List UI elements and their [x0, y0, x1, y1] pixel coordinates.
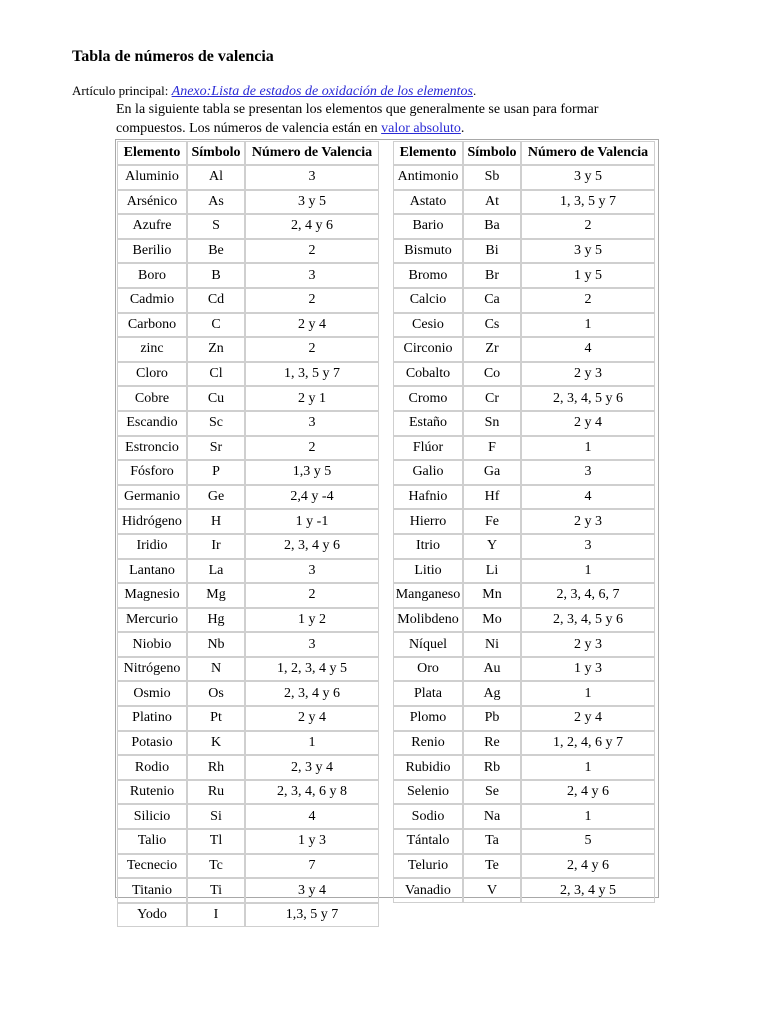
cell-simbolo: Ge [187, 485, 245, 510]
table-row [117, 903, 379, 928]
cell-simbolo: Be [187, 239, 245, 264]
table-row [117, 534, 379, 559]
cell-simbolo: Cs [463, 313, 521, 338]
table-row [117, 362, 379, 387]
cell-simbolo: Cr [463, 386, 521, 411]
cell-elemento: Mercurio [117, 608, 187, 633]
cell-valencia: 1 y 3 [245, 829, 379, 854]
cell-elemento: Telurio [393, 854, 463, 879]
cell-valencia: 2, 3, 4, 6, 7 [521, 583, 655, 608]
cell-elemento: Nitrógeno [117, 657, 187, 682]
table-row [117, 509, 379, 534]
cell-simbolo: Ta [463, 829, 521, 854]
header-valencia: Número de Valencia [245, 141, 379, 165]
table-row [393, 829, 655, 854]
cell-simbolo: Ir [187, 534, 245, 559]
cell-simbolo: Na [463, 804, 521, 829]
cell-valencia: 7 [245, 854, 379, 879]
cell-valencia: 2 y 3 [521, 362, 655, 387]
table-row [393, 854, 655, 879]
cell-valencia: 1 [521, 681, 655, 706]
table-row [393, 657, 655, 682]
table-row [117, 165, 379, 190]
intro-paragraph [116, 100, 656, 138]
cell-simbolo: S [187, 214, 245, 239]
table-row [117, 878, 379, 903]
cell-elemento: Estaño [393, 411, 463, 436]
cell-simbolo: At [463, 190, 521, 215]
cell-elemento: Potasio [117, 731, 187, 756]
cell-simbolo: Mo [463, 608, 521, 633]
cell-elemento: Manganeso [393, 583, 463, 608]
cell-valencia: 3 [245, 632, 379, 657]
cell-simbolo: Re [463, 731, 521, 756]
cell-simbolo: Sc [187, 411, 245, 436]
cell-simbolo: Mg [187, 583, 245, 608]
cell-elemento: Escandio [117, 411, 187, 436]
table-row [117, 386, 379, 411]
cell-valencia: 2 y 4 [521, 706, 655, 731]
cell-valencia: 2, 3, 4, 5 y 6 [521, 386, 655, 411]
cell-simbolo: Zr [463, 337, 521, 362]
cell-valencia: 1 [521, 436, 655, 461]
cell-simbolo: Hf [463, 485, 521, 510]
cell-valencia: 3 [245, 411, 379, 436]
cell-simbolo: Tc [187, 854, 245, 879]
cell-simbolo: Bi [463, 239, 521, 264]
cell-simbolo: C [187, 313, 245, 338]
cell-simbolo: Nb [187, 632, 245, 657]
cell-simbolo: Au [463, 657, 521, 682]
cell-valencia: 2, 3, 4, 5 y 6 [521, 608, 655, 633]
cell-valencia: 2 y 4 [245, 313, 379, 338]
cell-valencia: 2, 3, 4 y 5 [521, 878, 655, 903]
table-row [393, 288, 655, 313]
cell-simbolo: B [187, 263, 245, 288]
table-row [117, 559, 379, 584]
cell-valencia: 1 [245, 731, 379, 756]
cell-elemento: Iridio [117, 534, 187, 559]
cell-elemento: Renio [393, 731, 463, 756]
main-article-suffix: . [472, 83, 477, 98]
cell-elemento: Bismuto [393, 239, 463, 264]
cell-elemento: Lantano [117, 559, 187, 584]
cell-simbolo: Sb [463, 165, 521, 190]
cell-simbolo: Te [463, 854, 521, 879]
cell-valencia: 3 y 5 [245, 190, 379, 215]
cell-elemento: Carbono [117, 313, 187, 338]
cell-elemento: Níquel [393, 632, 463, 657]
cell-valencia: 4 [521, 337, 655, 362]
main-article-prefix: Artículo principal: [72, 83, 169, 98]
table-row [393, 165, 655, 190]
header-simbolo: Símbolo [187, 141, 245, 165]
cell-elemento: Yodo [117, 903, 187, 928]
table-row [393, 755, 655, 780]
cell-elemento: zinc [117, 337, 187, 362]
cell-simbolo: Tl [187, 829, 245, 854]
cell-valencia: 1,3 y 5 [245, 460, 379, 485]
table-row [117, 706, 379, 731]
cell-simbolo: La [187, 559, 245, 584]
cell-valencia: 2 [245, 583, 379, 608]
cell-simbolo: Al [187, 165, 245, 190]
cell-simbolo: Ti [187, 878, 245, 903]
cell-elemento: Cromo [393, 386, 463, 411]
main-article-note [72, 82, 476, 101]
cell-elemento: Tecnecio [117, 854, 187, 879]
table-row [117, 313, 379, 338]
cell-valencia: 2 y 3 [521, 509, 655, 534]
table-row [117, 755, 379, 780]
cell-elemento: Vanadio [393, 878, 463, 903]
cell-simbolo: F [463, 436, 521, 461]
table-row [393, 460, 655, 485]
cell-elemento: Flúor [393, 436, 463, 461]
cell-elemento: Cloro [117, 362, 187, 387]
cell-simbolo: H [187, 509, 245, 534]
table-row [393, 681, 655, 706]
table-body-left [117, 165, 379, 927]
table-row [117, 239, 379, 264]
cell-simbolo: Y [463, 534, 521, 559]
table-row [393, 804, 655, 829]
cell-valencia: 2, 3, 4, 6 y 8 [245, 780, 379, 805]
table-row [393, 485, 655, 510]
cell-simbolo: Rb [463, 755, 521, 780]
cell-valencia: 3 [245, 165, 379, 190]
cell-simbolo: Ag [463, 681, 521, 706]
cell-simbolo: Hg [187, 608, 245, 633]
cell-elemento: Platino [117, 706, 187, 731]
cell-elemento: Astato [393, 190, 463, 215]
cell-valencia: 2 [521, 288, 655, 313]
valor-absoluto-link[interactable]: valor absoluto [381, 121, 461, 136]
cell-valencia: 2 [245, 337, 379, 362]
table-row [117, 731, 379, 756]
cell-simbolo: Cd [187, 288, 245, 313]
table-row [393, 313, 655, 338]
table-row [393, 731, 655, 756]
cell-valencia: 1,3, 5 y 7 [245, 903, 379, 928]
cell-valencia: 2, 4 y 6 [521, 854, 655, 879]
cell-simbolo: Br [463, 263, 521, 288]
intro-line-2 [116, 119, 656, 138]
table-row [393, 190, 655, 215]
cell-elemento: Oro [393, 657, 463, 682]
table-row [117, 829, 379, 854]
cell-valencia: 2, 3, 4 y 6 [245, 681, 379, 706]
header-valencia: Número de Valencia [521, 141, 655, 165]
cell-simbolo: Si [187, 804, 245, 829]
intro-line-2-suffix: . [460, 121, 465, 136]
cell-elemento: Rodio [117, 755, 187, 780]
cell-valencia: 1 [521, 755, 655, 780]
cell-valencia: 1, 2, 3, 4 y 5 [245, 657, 379, 682]
valence-table-left [117, 141, 379, 927]
cell-elemento: Silicio [117, 804, 187, 829]
table-row [393, 214, 655, 239]
cell-elemento: Molibdeno [393, 608, 463, 633]
table-row [117, 583, 379, 608]
cell-elemento: Bromo [393, 263, 463, 288]
table-row [117, 804, 379, 829]
table-row [393, 608, 655, 633]
cell-valencia: 1 y 5 [521, 263, 655, 288]
cell-valencia: 3 [521, 534, 655, 559]
cell-simbolo: P [187, 460, 245, 485]
cell-valencia: 2 y 1 [245, 386, 379, 411]
table-body-right [393, 165, 655, 903]
cell-valencia: 2, 4 y 6 [521, 780, 655, 805]
cell-valencia: 4 [521, 485, 655, 510]
table-row [117, 657, 379, 682]
table-header-row [393, 141, 655, 165]
table-row [117, 263, 379, 288]
table-row [393, 436, 655, 461]
cell-valencia: 1 [521, 804, 655, 829]
cell-valencia: 2 y 4 [245, 706, 379, 731]
table-row [117, 214, 379, 239]
cell-simbolo: Fe [463, 509, 521, 534]
table-row [393, 411, 655, 436]
cell-valencia: 5 [521, 829, 655, 854]
cell-valencia: 1 y 2 [245, 608, 379, 633]
cell-elemento: Azufre [117, 214, 187, 239]
cell-elemento: Cobalto [393, 362, 463, 387]
cell-simbolo: I [187, 903, 245, 928]
cell-elemento: Germanio [117, 485, 187, 510]
table-row [393, 632, 655, 657]
cell-elemento: Hidrógeno [117, 509, 187, 534]
cell-simbolo: Ga [463, 460, 521, 485]
cell-valencia: 1 [521, 559, 655, 584]
table-row [393, 780, 655, 805]
cell-simbolo: Ba [463, 214, 521, 239]
table-row [393, 583, 655, 608]
cell-elemento: Niobio [117, 632, 187, 657]
table-row [393, 263, 655, 288]
table-row [117, 681, 379, 706]
cell-simbolo: Ca [463, 288, 521, 313]
table-row [393, 239, 655, 264]
cell-simbolo: Sn [463, 411, 521, 436]
cell-elemento: Hierro [393, 509, 463, 534]
cell-valencia: 2 [521, 214, 655, 239]
table-row [393, 386, 655, 411]
intro-line-1: En la siguiente tabla se presentan los elementos que generalmente se usan para formar [116, 102, 599, 117]
cell-simbolo: As [187, 190, 245, 215]
table-row [393, 509, 655, 534]
header-elemento: Elemento [117, 141, 187, 165]
cell-valencia: 3 y 5 [521, 165, 655, 190]
header-simbolo: Símbolo [463, 141, 521, 165]
table-row [117, 436, 379, 461]
main-article-link[interactable]: Anexo:Lista de estados de oxidación de los elementos [171, 84, 473, 99]
cell-simbolo: Cl [187, 362, 245, 387]
cell-elemento: Cesio [393, 313, 463, 338]
cell-elemento: Sodio [393, 804, 463, 829]
table-row [117, 288, 379, 313]
cell-simbolo: Mn [463, 583, 521, 608]
table-header-row [117, 141, 379, 165]
cell-valencia: 3 y 4 [245, 878, 379, 903]
table-row [117, 608, 379, 633]
table-row [117, 337, 379, 362]
cell-valencia: 1, 2, 4, 6 y 7 [521, 731, 655, 756]
cell-valencia: 2 [245, 288, 379, 313]
table-row [393, 878, 655, 903]
cell-simbolo: Se [463, 780, 521, 805]
table-row [393, 706, 655, 731]
cell-simbolo: N [187, 657, 245, 682]
cell-elemento: Fósforo [117, 460, 187, 485]
cell-simbolo: Sr [187, 436, 245, 461]
valence-table-right [393, 141, 655, 903]
cell-elemento: Itrio [393, 534, 463, 559]
cell-simbolo: Ru [187, 780, 245, 805]
table-row [117, 190, 379, 215]
cell-valencia: 3 [521, 460, 655, 485]
cell-elemento: Cobre [117, 386, 187, 411]
cell-elemento: Galio [393, 460, 463, 485]
table-row [117, 460, 379, 485]
cell-elemento: Cadmio [117, 288, 187, 313]
cell-elemento: Plomo [393, 706, 463, 731]
cell-valencia: 3 [245, 559, 379, 584]
valence-tables [115, 139, 659, 923]
table-row [117, 854, 379, 879]
cell-elemento: Hafnio [393, 485, 463, 510]
cell-elemento: Circonio [393, 337, 463, 362]
cell-elemento: Tántalo [393, 829, 463, 854]
cell-valencia: 1 y 3 [521, 657, 655, 682]
cell-elemento: Rubidio [393, 755, 463, 780]
table-row [393, 337, 655, 362]
cell-simbolo: Pt [187, 706, 245, 731]
cell-elemento: Magnesio [117, 583, 187, 608]
header-elemento: Elemento [393, 141, 463, 165]
cell-elemento: Titanio [117, 878, 187, 903]
cell-valencia: 1 y -1 [245, 509, 379, 534]
cell-valencia: 2 y 3 [521, 632, 655, 657]
cell-valencia: 3 [245, 263, 379, 288]
cell-elemento: Arsénico [117, 190, 187, 215]
table-row [393, 534, 655, 559]
cell-simbolo: Rh [187, 755, 245, 780]
cell-elemento: Berilio [117, 239, 187, 264]
page-title: Tabla de números de valencia [72, 48, 274, 65]
cell-elemento: Calcio [393, 288, 463, 313]
table-row [117, 780, 379, 805]
cell-valencia: 1 [521, 313, 655, 338]
table-row [117, 485, 379, 510]
cell-valencia: 1, 3, 5 y 7 [245, 362, 379, 387]
table-row [117, 411, 379, 436]
cell-elemento: Aluminio [117, 165, 187, 190]
cell-elemento: Talio [117, 829, 187, 854]
cell-valencia: 2 [245, 239, 379, 264]
cell-valencia: 2, 3 y 4 [245, 755, 379, 780]
cell-valencia: 4 [245, 804, 379, 829]
cell-elemento: Plata [393, 681, 463, 706]
cell-simbolo: Zn [187, 337, 245, 362]
cell-simbolo: V [463, 878, 521, 903]
cell-elemento: Osmio [117, 681, 187, 706]
cell-simbolo: Cu [187, 386, 245, 411]
cell-valencia: 2 [245, 436, 379, 461]
cell-simbolo: Co [463, 362, 521, 387]
table-row [117, 632, 379, 657]
cell-simbolo: Os [187, 681, 245, 706]
cell-valencia: 2, 4 y 6 [245, 214, 379, 239]
cell-simbolo: Ni [463, 632, 521, 657]
cell-simbolo: Pb [463, 706, 521, 731]
cell-valencia: 2, 3, 4 y 6 [245, 534, 379, 559]
cell-elemento: Antimonio [393, 165, 463, 190]
intro-line-2-text: compuestos. Los números de valencia están en [116, 121, 378, 136]
cell-simbolo: K [187, 731, 245, 756]
cell-elemento: Bario [393, 214, 463, 239]
cell-valencia: 3 y 5 [521, 239, 655, 264]
cell-elemento: Estroncio [117, 436, 187, 461]
cell-simbolo: Li [463, 559, 521, 584]
cell-elemento: Selenio [393, 780, 463, 805]
cell-valencia: 2,4 y -4 [245, 485, 379, 510]
cell-elemento: Litio [393, 559, 463, 584]
cell-valencia: 1, 3, 5 y 7 [521, 190, 655, 215]
cell-elemento: Rutenio [117, 780, 187, 805]
cell-elemento: Boro [117, 263, 187, 288]
table-row [393, 559, 655, 584]
cell-valencia: 2 y 4 [521, 411, 655, 436]
table-row [393, 362, 655, 387]
